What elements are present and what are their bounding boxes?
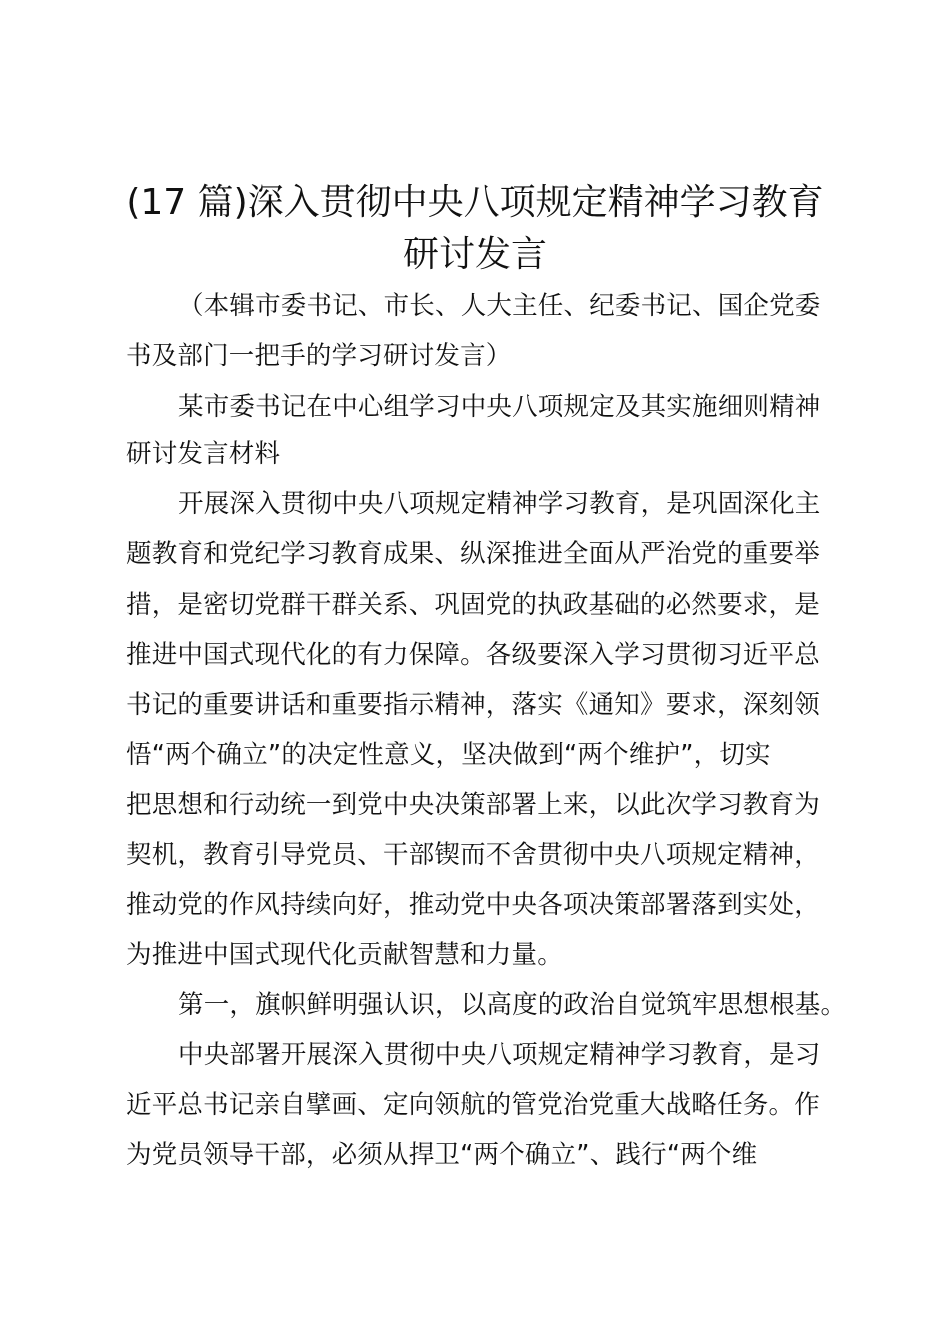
paragraph-line: 书记的重要讲话和重要指示精神，落实《通知》要求，深刻领 bbox=[126, 690, 820, 720]
paragraph-line: 推动党的作风持续向好，推动党中央各项决策部署落到实处， bbox=[126, 890, 820, 920]
paragraph-line: 近平总书记亲自擘画、定向领航的管党治党重大战略任务。作 bbox=[126, 1090, 820, 1120]
paragraph-line: 悟“两个确立”的决定性意义，坚决做到“两个维护”，切实 bbox=[126, 740, 771, 770]
paragraph-line: 开展深入贯彻中央八项规定精神学习教育，是巩固深化主 bbox=[178, 489, 821, 519]
paragraph-line: 为党员领导干部，必须从捍卫“两个确立”、践行“两个维 bbox=[126, 1140, 758, 1170]
subtitle-line: 书及部门一把手的学习研讨发言） bbox=[126, 341, 512, 371]
document-title-line-1: (17 篇)深入贯彻中央八项规定精神学习教育 bbox=[126, 182, 824, 223]
subtitle-line: （本辑市委书记、市长、人大主任、纪委书记、国企党委 bbox=[178, 291, 821, 321]
paragraph-line: 题教育和党纪学习教育成果、纵深推进全面从严治党的重要举 bbox=[126, 539, 820, 569]
paragraph-line: 推进中国式现代化的有力保障。各级要深入学习贯彻习近平总 bbox=[126, 640, 820, 670]
paragraph-line: 中央部署开展深入贯彻中央八项规定精神学习教育，是习 bbox=[178, 1040, 821, 1070]
paragraph-line: 措，是密切党群干群关系、巩固党的执政基础的必然要求，是 bbox=[126, 590, 820, 620]
speech-heading-line: 研讨发言材料 bbox=[126, 439, 281, 469]
section-heading: 第一，旗帜鲜明强认识，以高度的政治自觉筑牢思想根基。 bbox=[178, 990, 847, 1020]
paragraph-line: 为推进中国式现代化贡献智慧和力量。 bbox=[126, 940, 563, 970]
paragraph-line: 把思想和行动统一到党中央决策部署上来，以此次学习教育为 bbox=[126, 790, 820, 820]
document-title-line-2: 研讨发言 bbox=[402, 234, 547, 275]
paragraph-line: 契机，教育引导党员、干部锲而不舍贯彻中央八项规定精神， bbox=[126, 840, 820, 870]
speech-heading-line: 某市委书记在中心组学习中央八项规定及其实施细则精神 bbox=[178, 392, 821, 422]
